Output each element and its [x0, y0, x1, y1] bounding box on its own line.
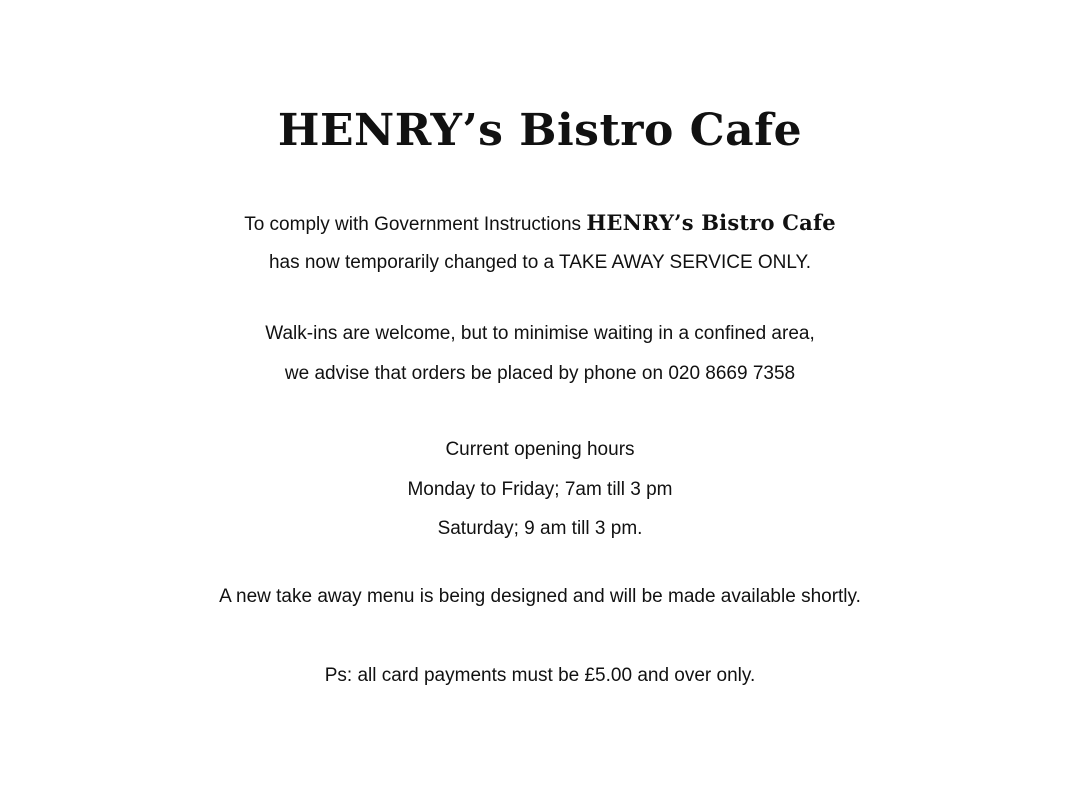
walk-ins-line-1: Walk-ins are welcome, but to minimise waiting in a confined area, — [265, 323, 815, 344]
menu-note: A new take away menu is being designed and will be made available shortly. — [219, 586, 861, 607]
payment-note: Ps: all card payments must be £5.00 and over only. — [324, 665, 756, 686]
notice-brand-name: HENRY’s Bistro Cafe — [586, 210, 836, 235]
notice-line-1-text: To comply with Government Instructions — [244, 214, 587, 235]
saturday-hours: Saturday; 9 am till 3 pm. — [437, 518, 643, 539]
notice-line-1 — [0, 211, 1080, 237]
notice-line-2: has now temporarily changed to a TAKE AWAY SERVICE ONLY. — [268, 252, 812, 273]
weekday-hours: Monday to Friday; 7am till 3 pm — [407, 479, 673, 500]
walk-ins-line-2: we advise that orders be placed by phone on 020 8669 7358 — [284, 363, 796, 384]
page-title: HENRY’s Bistro Cafe — [277, 105, 803, 156]
opening-hours-heading: Current opening hours — [445, 439, 635, 460]
